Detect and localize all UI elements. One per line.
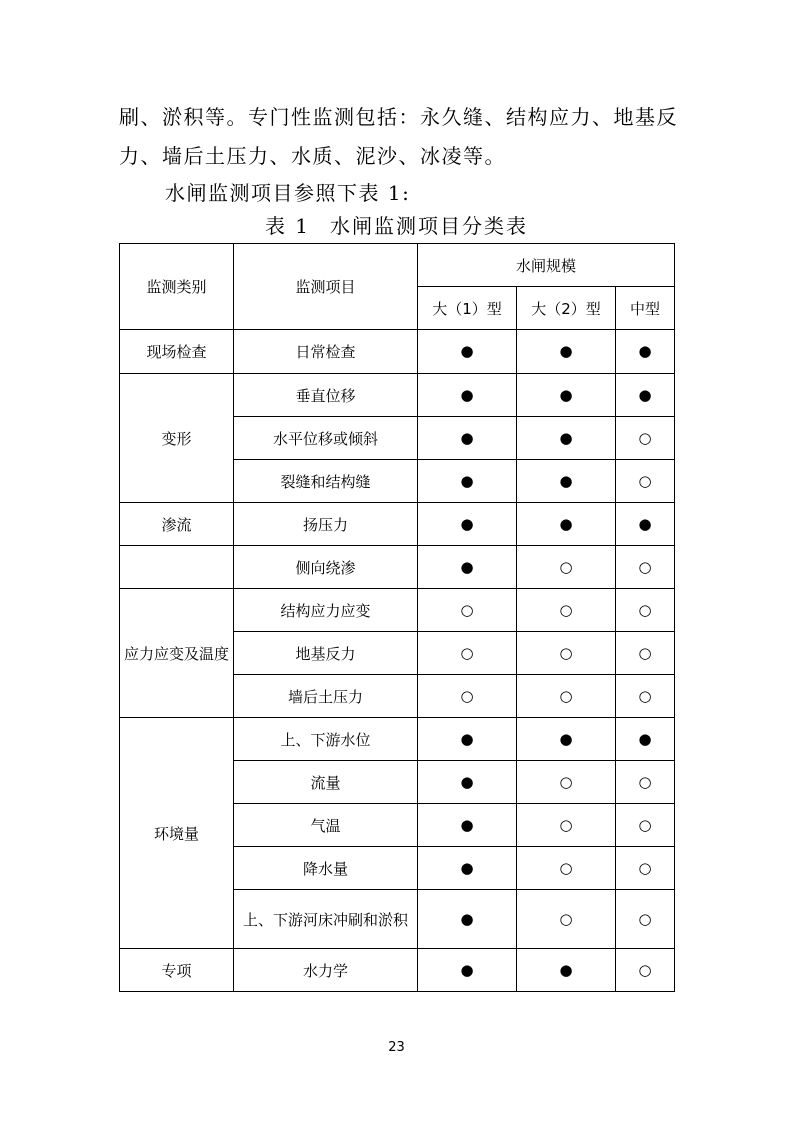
item-cell: 水力学 xyxy=(234,949,418,992)
required-mark: ● xyxy=(418,460,517,503)
category-cell: 应力应变及温度 xyxy=(120,589,234,718)
required-mark: ● xyxy=(616,503,675,546)
optional-mark: ○ xyxy=(616,460,675,503)
optional-mark: ○ xyxy=(418,632,517,675)
item-cell: 墙后土压力 xyxy=(234,675,418,718)
required-mark: ● xyxy=(418,417,517,460)
monitoring-table xyxy=(119,243,675,992)
header-large-1: 大（1）型 xyxy=(418,287,517,330)
table-row xyxy=(120,718,675,761)
item-cell: 垂直位移 xyxy=(234,374,418,417)
category-cell: 环境量 xyxy=(120,718,234,949)
required-mark: ● xyxy=(517,949,616,992)
optional-mark: ○ xyxy=(517,675,616,718)
required-mark: ● xyxy=(418,718,517,761)
required-mark: ● xyxy=(616,374,675,417)
optional-mark: ○ xyxy=(517,890,616,949)
item-cell: 降水量 xyxy=(234,847,418,890)
table-caption-title: 水闸监测项目分类表 xyxy=(330,214,529,238)
required-mark: ● xyxy=(418,949,517,992)
table-row xyxy=(120,949,675,992)
body-paragraph-1: 刷、淤积等。专门性监测包括：永久缝、结构应力、地基反力、墙后土压力、水质、泥沙、冰凌等。 xyxy=(119,105,678,168)
optional-mark: ○ xyxy=(517,632,616,675)
required-mark: ● xyxy=(418,330,517,374)
optional-mark: ○ xyxy=(418,675,517,718)
optional-mark: ○ xyxy=(616,761,675,804)
body-paragraph-2: 水闸监测项目参照下表 1: xyxy=(165,181,411,205)
optional-mark: ○ xyxy=(517,847,616,890)
optional-mark: ○ xyxy=(517,804,616,847)
item-cell: 扬压力 xyxy=(234,503,418,546)
header-item: 监测项目 xyxy=(234,244,418,330)
optional-mark: ○ xyxy=(517,546,616,589)
item-cell: 结构应力应变 xyxy=(234,589,418,632)
item-cell: 侧向绕渗 xyxy=(234,546,418,589)
optional-mark: ○ xyxy=(616,949,675,992)
required-mark: ● xyxy=(517,718,616,761)
required-mark: ● xyxy=(616,718,675,761)
optional-mark: ○ xyxy=(418,589,517,632)
category-cell xyxy=(120,546,234,589)
header-category: 监测类别 xyxy=(120,244,234,330)
required-mark: ● xyxy=(418,847,517,890)
category-cell: 渗流 xyxy=(120,503,234,546)
optional-mark: ○ xyxy=(517,761,616,804)
optional-mark: ○ xyxy=(616,589,675,632)
optional-mark: ○ xyxy=(616,632,675,675)
table-row xyxy=(120,546,675,589)
required-mark: ● xyxy=(418,761,517,804)
table-row xyxy=(120,330,675,374)
table-row xyxy=(120,589,675,632)
required-mark: ● xyxy=(517,330,616,374)
optional-mark: ○ xyxy=(616,890,675,949)
table-caption-number: 表 1 xyxy=(264,214,311,238)
category-cell: 现场检查 xyxy=(120,330,234,374)
item-cell: 上、下游河床冲刷和淤积 xyxy=(234,890,418,949)
required-mark: ● xyxy=(517,460,616,503)
optional-mark: ○ xyxy=(616,804,675,847)
optional-mark: ○ xyxy=(616,675,675,718)
item-cell: 流量 xyxy=(234,761,418,804)
item-cell: 气温 xyxy=(234,804,418,847)
item-cell: 上、下游水位 xyxy=(234,718,418,761)
item-cell: 水平位移或倾斜 xyxy=(234,417,418,460)
required-mark: ● xyxy=(616,330,675,374)
header-scale: 水闸规模 xyxy=(418,244,675,287)
required-mark: ● xyxy=(517,503,616,546)
header-medium: 中型 xyxy=(616,287,675,330)
required-mark: ● xyxy=(517,417,616,460)
table-caption xyxy=(0,211,793,241)
optional-mark: ○ xyxy=(517,589,616,632)
item-cell: 日常检查 xyxy=(234,330,418,374)
required-mark: ● xyxy=(418,890,517,949)
category-cell: 专项 xyxy=(120,949,234,992)
item-cell: 地基反力 xyxy=(234,632,418,675)
required-mark: ● xyxy=(418,503,517,546)
required-mark: ● xyxy=(418,546,517,589)
required-mark: ● xyxy=(418,804,517,847)
optional-mark: ○ xyxy=(616,417,675,460)
required-mark: ● xyxy=(517,374,616,417)
optional-mark: ○ xyxy=(616,847,675,890)
category-cell: 变形 xyxy=(120,374,234,503)
table-row xyxy=(120,503,675,546)
item-cell: 裂缝和结构缝 xyxy=(234,460,418,503)
optional-mark: ○ xyxy=(616,546,675,589)
header-large-2: 大（2）型 xyxy=(517,287,616,330)
page-number: 23 xyxy=(388,1040,405,1055)
table-row xyxy=(120,374,675,417)
required-mark: ● xyxy=(418,374,517,417)
